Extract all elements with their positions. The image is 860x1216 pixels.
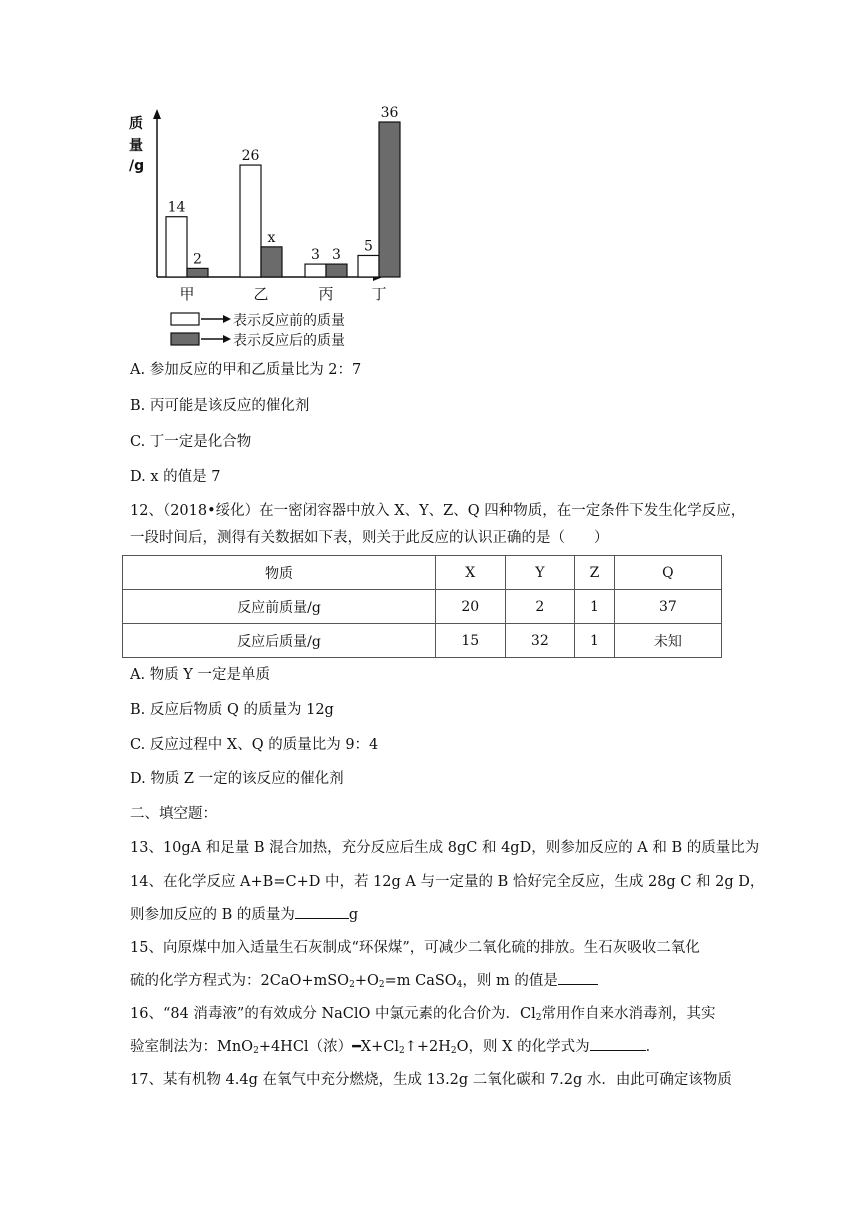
bar xyxy=(240,165,261,277)
bar xyxy=(261,247,282,277)
y-axis-label: 质 xyxy=(129,116,143,132)
q11-option-a: A. 参加反应的甲和乙质量比为 2：7 xyxy=(130,362,362,378)
legend-swatch xyxy=(171,313,199,325)
q12-stem-line1: 12、（2018•绥化）在一密闭容器中放入 X、Y、Z、Q 四种物质，在一定条件下发生化学反应， xyxy=(130,503,746,519)
q16-text: 16、“84 消毒液”的有效成分 NaClO 中氯元素的化合价为．Cl xyxy=(130,1006,536,1022)
q16-text: +4HCl（浓）━X+Cl xyxy=(258,1039,399,1055)
q17-stem: 17、某有机物 4.4g 在氧气中充分燃烧，生成 13.2g 二氧化碳和 7.2g 水．由此可确定该物质 xyxy=(130,1072,732,1088)
subscript: 2 xyxy=(349,980,355,990)
table-row xyxy=(123,624,722,658)
table-cell: 2 xyxy=(505,590,575,624)
chart-svg xyxy=(125,100,399,360)
legend-label: 表示反应后的质量 xyxy=(233,333,345,349)
q15-text: +O xyxy=(354,973,379,989)
data-label: 5 xyxy=(364,238,373,255)
q12-data-table xyxy=(122,555,722,658)
subscript: 2 xyxy=(378,980,385,990)
table-cell: 37 xyxy=(614,590,721,624)
answer-blank[interactable] xyxy=(295,904,349,919)
table-header-cell: X xyxy=(435,556,505,590)
table-cell: 15 xyxy=(435,624,505,658)
mass-bar-chart xyxy=(125,100,399,360)
q16-stem-line1 xyxy=(130,1004,715,1028)
q15-text: =m CaSO xyxy=(384,973,457,989)
bar xyxy=(187,268,208,277)
table-cell: 20 xyxy=(435,590,505,624)
y-axis-arrow xyxy=(153,109,161,119)
bar xyxy=(305,264,326,277)
q16-text: 验室制法为：MnO xyxy=(130,1039,254,1055)
table-cell: 32 xyxy=(505,624,575,658)
subscript: 2 xyxy=(253,1046,259,1056)
q16-text: ↑+2H xyxy=(404,1039,451,1055)
q12-option-b: B. 反应后物质 Q 的质量为 12g xyxy=(130,702,334,718)
table-header-cell: Y xyxy=(505,556,575,590)
q14-unit: g xyxy=(348,907,359,923)
bar xyxy=(326,264,347,277)
q11-option-d: D. x 的值是 7 xyxy=(130,469,221,485)
subscript: 4 xyxy=(456,980,463,990)
data-label: 3 xyxy=(311,247,320,264)
q15-stem-line1: 15、向原煤中加入适量生石灰制成“环保煤”，可减少二氧化硫的排放。生石灰吸收二氧化 xyxy=(130,940,700,956)
q12-option-d: D. 物质 Z 一定的该反应的催化剂 xyxy=(130,771,344,787)
data-label: 26 xyxy=(241,148,260,165)
table-header-cell: 物质 xyxy=(123,556,436,590)
data-label: 36 xyxy=(380,105,399,121)
legend-arrow-head xyxy=(223,335,231,343)
legend-arrow-head xyxy=(223,315,231,323)
q14-stem-line2 xyxy=(130,904,358,925)
table-cell: 反应前质量/g xyxy=(123,590,436,624)
data-label: 3 xyxy=(332,247,341,264)
data-label: x xyxy=(267,229,276,246)
bar xyxy=(166,217,187,277)
q12-stem-line2: 一段时间后，测得有关数据如下表，则关于此反应的认识正确的是（ ） xyxy=(130,530,609,546)
table-row xyxy=(123,590,722,624)
legend-swatch xyxy=(171,333,199,345)
data-label: 2 xyxy=(193,251,202,268)
q16-text: 常用作自来水消毒剂，其实 xyxy=(541,1006,716,1022)
q11-option-c: C. 丁一定是化合物 xyxy=(130,434,252,450)
table-header-row xyxy=(123,556,722,590)
table-cell: 1 xyxy=(575,590,615,624)
bar xyxy=(358,255,379,277)
q13-stem: 13、10gA 和足量 B 混合加热，充分反应后生成 8gC 和 4gD，则参加反应的 A 和 B 的质量比为 xyxy=(130,840,760,856)
q14-stem-line1: 14、在化学反应 A+B=C+D 中，若 12g A 与一定量的 B 恰好完全反应，生成 28g C 和 2g D， xyxy=(130,874,765,890)
table-header-cell: Z xyxy=(575,556,615,590)
answer-blank[interactable] xyxy=(590,1036,646,1051)
q16-text: ． xyxy=(645,1039,661,1055)
subscript: 2 xyxy=(399,1046,405,1056)
table-header-cell: Q xyxy=(614,556,721,590)
table-cell: 1 xyxy=(575,624,615,658)
table-cell: 未知 xyxy=(614,624,721,658)
subscript: 2 xyxy=(535,1013,542,1023)
q15-text: 硫的化学方程式为：2CaO+mSO xyxy=(130,973,350,989)
category-label: 甲 xyxy=(179,285,195,303)
bar xyxy=(379,122,400,277)
y-axis-label: /g xyxy=(129,158,145,174)
category-label: 丙 xyxy=(318,285,334,303)
q16-text: O，则 X 的化学式为 xyxy=(456,1039,590,1055)
q12-option-c: C. 反应过程中 X、Q 的质量比为 9：4 xyxy=(130,737,379,753)
y-axis-label: 量 xyxy=(129,138,143,154)
answer-blank[interactable] xyxy=(558,970,598,985)
q11-option-b: B. 丙可能是该反应的催化剂 xyxy=(130,398,310,414)
q16-stem-line2 xyxy=(130,1036,660,1061)
legend-label: 表示反应前的质量 xyxy=(233,313,345,329)
section-heading: 二、填空题： xyxy=(130,806,217,822)
q15-text: ，则 m 的值是 xyxy=(462,973,558,989)
subscript: 2 xyxy=(450,1046,457,1056)
q14-text: 则参加反应的 B 的质量为 xyxy=(130,907,295,923)
q12-option-a: A. 物质 Y 一定是单质 xyxy=(130,667,270,683)
q15-stem-line2 xyxy=(130,970,598,995)
table-cell: 反应后质量/g xyxy=(123,624,436,658)
category-label: 乙 xyxy=(253,285,269,303)
category-label: 丁 xyxy=(371,285,387,303)
data-label: 14 xyxy=(167,199,186,216)
